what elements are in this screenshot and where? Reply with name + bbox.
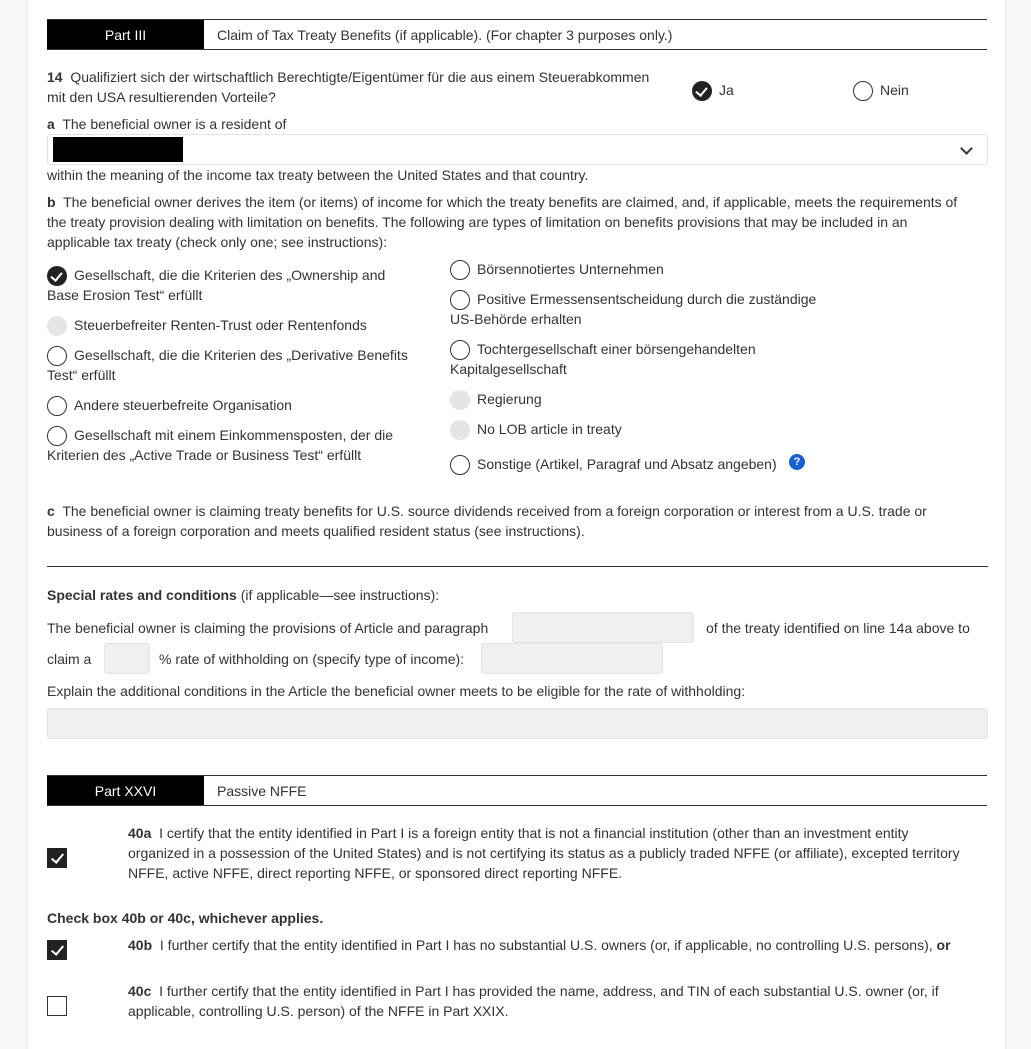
q40a-line3: NFFE, active NFFE, direct reporting NFFE, or sponsored direct reporting NFFE. — [128, 865, 623, 881]
q14c-text — [47, 501, 992, 541]
q40a-line1: I certify that the entity identified in Part I is a foreign entity that is not a financial institution (other than an investment entity — [159, 825, 909, 841]
q14a-letter: a — [47, 116, 55, 132]
lob-derivative-line1: Gesellschaft, die die Kriterien des „Derivative Benefits — [74, 347, 408, 363]
lob-listed-radio[interactable] — [450, 260, 470, 280]
lob-no-lob-label: No LOB article in treaty — [477, 421, 622, 437]
lob-discretionary-line2: US-Behörde erhalten — [450, 311, 582, 327]
lob-ownership-line1: Gesellschaft, die die Kriterien des „Ownership and — [74, 267, 386, 283]
special-heading-bold: Special rates and conditions — [47, 587, 237, 603]
special-line1-after: of the treaty identified on line 14a above to — [706, 620, 970, 636]
q40a-text — [128, 823, 988, 883]
special-explain: Explain the additional conditions in the Article the beneficial owner meets to be eligible for the rate of withholding: — [47, 683, 746, 699]
country-select[interactable] — [47, 134, 988, 165]
income-type-input[interactable] — [481, 643, 663, 674]
q40b-text — [128, 935, 988, 955]
q40c-text — [128, 981, 988, 1021]
q14b-line2: the treaty provision dealing with limitation on benefits. The following are types of limitation on benefits provisions that may be included in an — [47, 214, 908, 230]
q40b-checkbox[interactable] — [47, 940, 67, 960]
part26-title: Passive NFFE — [217, 782, 307, 799]
lob-other-label: Sonstige (Artikel, Paragraf und Absatz angeben) — [477, 456, 777, 472]
q14b-line3: applicable tax treaty (check only one; see instructions): — [47, 234, 388, 250]
q40c-number: 40c — [128, 983, 152, 999]
lob-derivative-label — [47, 345, 447, 385]
q14b-line1: The beneficial owner derives the item (or items) of income for which the treaty benefits are claimed, and, if applicable, meets the requirements of — [63, 194, 958, 210]
special-line1-before: The beneficial owner is claiming the provisions of Article and paragraph — [47, 620, 489, 636]
lob-other-exempt-label: Andere steuerbefreite Organisation — [74, 397, 292, 413]
lob-government-label: Regierung — [477, 391, 542, 407]
form-page — [27, 0, 1006, 1049]
special-claim-text: claim a — [47, 651, 92, 667]
q14b-text — [47, 192, 992, 252]
q40c-line1: I further certify that the entity identified in Part I has provided the name, address, and TIN of each substantial U.S. owner (or, if — [159, 983, 939, 999]
lob-government-radio — [450, 390, 470, 410]
section-divider — [47, 566, 988, 567]
q14-no-radio[interactable] — [853, 81, 873, 101]
lob-other-exempt-radio[interactable] — [47, 396, 67, 416]
q40c-checkbox[interactable] — [47, 996, 67, 1016]
q14a-after-text: within the meaning of the income tax treaty between the United States and that country. — [47, 167, 589, 183]
lob-pension-radio — [47, 316, 67, 336]
lob-subsidiary-line1: Tochtergesellschaft einer börsengehandelten — [477, 341, 756, 357]
part3-label: Part III — [47, 20, 204, 49]
lob-ownership-line2: Base Erosion Test“ erfüllt — [47, 287, 203, 303]
lob-no-lob-radio — [450, 420, 470, 440]
part26-label: Part XXVI — [47, 776, 204, 805]
q14b-letter: b — [47, 194, 56, 210]
q40c-line2: applicable, controlling U.S. person) of the NFFE in Part XXIX. — [128, 1003, 509, 1019]
lob-discretionary-label — [450, 289, 870, 329]
part26-header — [47, 775, 987, 806]
q14c-line2: business of a foreign corporation and meets qualified resident status (see instructions). — [47, 523, 585, 539]
q14a-label-text: The beneficial owner is a resident of — [62, 116, 287, 132]
lob-active-trade-label — [47, 425, 447, 465]
q40a-checkbox[interactable] — [47, 848, 67, 868]
q14-yes-label: Ja — [719, 82, 734, 98]
special-line2-mid: % rate of withholding on (specify type of income): — [159, 651, 465, 667]
special-heading — [47, 585, 439, 605]
lob-discretionary-line1: Positive Ermessensentscheidung durch die zuständige — [477, 291, 817, 307]
q14a-label — [47, 114, 286, 134]
chevron-down-icon — [960, 142, 973, 155]
part3-header — [47, 19, 987, 50]
q40a-line2: organized in a possession of the United States) and is not certifying its status as a publicly traded NFFE (or affiliate), excepted territory — [128, 845, 960, 861]
lob-ownership-label — [47, 265, 447, 305]
part3-title: Claim of Tax Treaty Benefits (if applicable). (For chapter 3 purposes only.) — [217, 26, 673, 43]
q14-question-line2: mit den USA resultierenden Vorteile? — [47, 89, 276, 105]
q40b-number: 40b — [128, 937, 153, 953]
q14-question — [47, 67, 687, 107]
lob-listed-label: Börsennotiertes Unternehmen — [477, 261, 664, 277]
lob-subsidiary-line2: Kapitalgesellschaft — [450, 361, 567, 377]
q40a-number: 40a — [128, 825, 152, 841]
q14-yes-radio[interactable] — [692, 81, 712, 101]
q14-number: 14 — [47, 69, 63, 85]
article-paragraph-input[interactable] — [512, 612, 694, 643]
q14c-letter: c — [47, 503, 55, 519]
lob-other-radio[interactable] — [450, 455, 470, 475]
q14c-line1: The beneficial owner is claiming treaty benefits for U.S. source dividends received from a foreign corporation or interest from a U.S. trade or — [62, 503, 927, 519]
q40b-or: or — [936, 937, 951, 953]
help-icon[interactable]: ? — [789, 454, 805, 470]
lob-subsidiary-label — [450, 339, 870, 379]
special-heading-rest: (if applicable—see instructions): — [240, 587, 440, 603]
lob-active-trade-line1: Gesellschaft mit einem Einkommensposten, der die — [74, 427, 394, 443]
q40b-text-body: I further certify that the entity identified in Part I has no substantial U.S. owners (or, if applicable, no controlling U.S. persons), — [159, 937, 933, 953]
lob-pension-label: Steuerbefreiter Renten-Trust oder Rentenfonds — [74, 317, 367, 333]
rate-input[interactable] — [104, 643, 150, 674]
redacted-country-value — [53, 137, 183, 162]
check-40-label: Check box 40b or 40c, whichever applies. — [47, 910, 324, 926]
q14-question-line1: Qualifiziert sich der wirtschaftlich Berechtigte/Eigentümer für die aus einem Steuerabkommen — [70, 69, 650, 85]
conditions-input[interactable] — [47, 708, 988, 739]
q14-no-label: Nein — [880, 82, 909, 98]
lob-derivative-line2: Test“ erfüllt — [47, 367, 116, 383]
lob-active-trade-line2: Kriterien des „Active Trade or Business Test“ erfüllt — [47, 447, 362, 463]
